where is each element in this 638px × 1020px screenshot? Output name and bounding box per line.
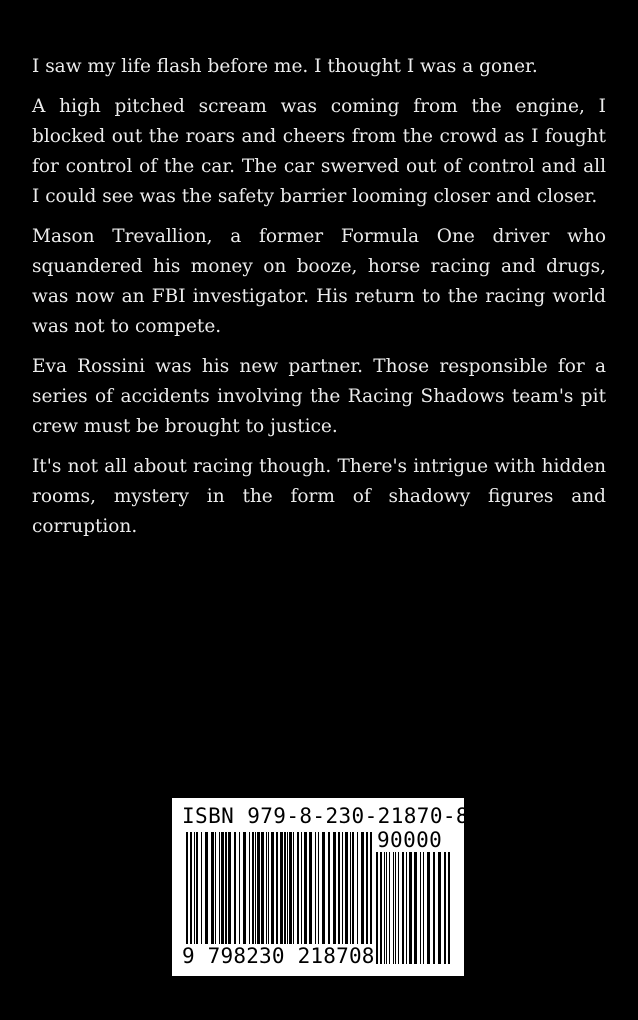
barcode-bar — [318, 832, 319, 944]
barcode-bar — [201, 832, 202, 944]
barcode-bar — [366, 832, 368, 958]
barcode-bar — [243, 832, 246, 944]
barcode-bar — [393, 852, 394, 964]
barcode-bar — [352, 832, 354, 944]
barcode-bar — [448, 852, 450, 964]
barcode-bar — [239, 832, 240, 944]
barcode-bar — [266, 832, 267, 944]
barcode-bar — [190, 832, 192, 958]
barcode-digits: 9 798230 218708 — [182, 944, 375, 968]
barcode-bar — [333, 832, 336, 944]
barcode-bar — [289, 832, 292, 944]
barcode-bar — [297, 832, 299, 944]
barcode-bar — [287, 832, 288, 944]
blurb-paragraph: A high pitched scream was coming from the engine, I blocked out the roars and cheers from the crowd as I fought for control of the car. The car swerved out of control and all I could see was the safety barrier looming closer and closer. — [32, 96, 606, 207]
barcode-bar — [268, 832, 269, 944]
addon-barcode-bars — [376, 852, 452, 968]
barcode-bar — [444, 852, 446, 964]
barcode-bar — [384, 852, 385, 964]
barcode-bar — [211, 832, 214, 944]
barcode-bar — [257, 832, 260, 944]
barcode-bar — [438, 852, 441, 964]
barcode-bar — [414, 852, 417, 964]
barcode-bar — [261, 832, 264, 944]
barcode-bar — [228, 832, 231, 944]
barcode-bar — [370, 832, 372, 958]
barcode-bar — [342, 832, 343, 944]
barcode-bar — [350, 832, 351, 944]
barcode-bar — [406, 852, 407, 964]
barcode-bar — [293, 832, 294, 944]
barcode-bar — [322, 832, 325, 944]
barcode-bar — [398, 852, 399, 964]
isbn-label: ISBN 979-8-230-21870-8 — [182, 804, 469, 828]
barcode-bar — [376, 852, 378, 964]
barcode-bar — [357, 832, 358, 944]
barcode-bar — [420, 852, 421, 964]
barcode-bar — [249, 832, 250, 944]
barcode-bar — [309, 832, 312, 944]
barcode-bar — [234, 832, 236, 944]
barcode-bar — [345, 832, 348, 944]
barcode-bar — [402, 852, 404, 964]
barcode-bar — [284, 832, 286, 944]
blurb-paragraph: Mason Trevallion, a former Formula One driver who squandered his money on booze, horse racing and drugs, was now an FBI investigator. His return to the racing world was not to compete. — [32, 226, 606, 337]
barcode-bar — [361, 832, 364, 944]
barcode-bar — [186, 832, 188, 958]
barcode-bar — [280, 832, 283, 944]
barcode-bar — [389, 852, 390, 964]
barcode-bar — [301, 832, 302, 944]
barcode-bar — [315, 832, 316, 944]
blurb-paragraph: I saw my life flash before me. I thought I was a goner. — [32, 56, 538, 77]
barcode-bar — [386, 852, 387, 964]
price-code: 90000 — [377, 828, 443, 852]
barcode-bar — [427, 852, 430, 964]
barcode-bar — [252, 832, 254, 944]
barcode-bar — [219, 832, 220, 944]
barcode-bar — [194, 832, 195, 944]
blurb-paragraph: Eva Rossini was his new partner. Those responsible for a series of accidents involving the Racing Shadows team's pit crew must be brought to justice. — [32, 356, 606, 437]
barcode-bar — [304, 832, 307, 944]
barcode-bar — [221, 832, 224, 944]
barcode-bar — [276, 832, 278, 944]
barcode-bar — [433, 852, 435, 964]
barcode-bar — [271, 832, 274, 944]
barcode-bar — [380, 852, 382, 964]
barcode-bar — [328, 832, 330, 944]
barcode-bar — [395, 852, 396, 964]
back-cover-blurb — [32, 52, 606, 552]
blurb-paragraph: It's not all about racing though. There's intrigue with hidden rooms, mystery in the form of shadowy figures and corruption. — [32, 456, 606, 537]
barcode-bar — [225, 832, 227, 944]
barcode-bar — [423, 852, 424, 964]
barcode-bar — [338, 832, 340, 944]
barcode-bar — [205, 832, 208, 944]
barcode-bar — [215, 832, 216, 944]
isbn-barcode — [172, 798, 469, 976]
barcode-bar — [196, 832, 198, 944]
barcode-bar — [409, 852, 412, 964]
barcode-bar — [255, 832, 256, 944]
